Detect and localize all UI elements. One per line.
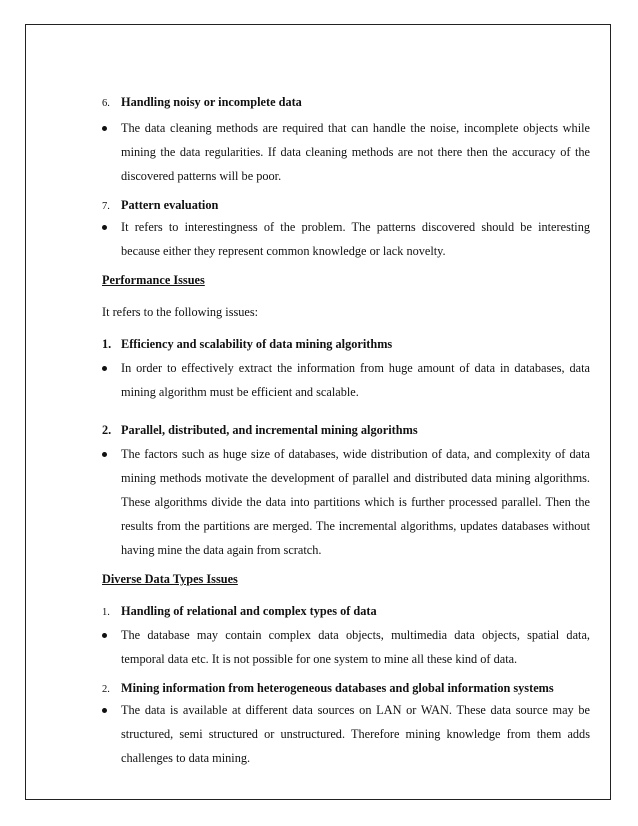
item-title: Pattern evaluation — [121, 198, 219, 212]
item-number: 1. — [102, 607, 110, 618]
bullet-text: The data cleaning methods are required that can handle the noise, incomplete objects while mining the data regularities. If data cleaning methods are not there then the accuracy of the discovered patterns will be poor. — [121, 121, 590, 183]
bullet-paragraph — [102, 623, 590, 671]
item-heading — [102, 337, 590, 352]
section-title-performance: Performance Issues — [102, 273, 205, 287]
bullet-text: In order to effectively extract the information from huge amount of data in databases, data mining algorithm must be efficient and scalable. — [121, 361, 590, 399]
bullet-paragraph — [102, 442, 590, 562]
item-heading — [102, 604, 590, 619]
item-title: Handling of relational and complex types of data — [121, 604, 377, 618]
item-title: Parallel, distributed, and incremental mining algorithms — [121, 423, 418, 437]
bullet-icon — [102, 452, 107, 457]
section-title-diverse: Diverse Data Types Issues — [102, 572, 238, 586]
page-frame — [25, 24, 611, 800]
item-heading — [102, 423, 590, 438]
item-title: Mining information from heterogeneous databases and global information systems — [121, 681, 554, 695]
item-number: 6. — [102, 98, 110, 109]
bullet-paragraph — [102, 698, 590, 770]
item-number: 1. — [102, 337, 112, 351]
item-heading — [102, 681, 590, 696]
item-heading — [102, 198, 590, 213]
intro-text: It refers to the following issues: — [102, 305, 259, 319]
item-title: Handling noisy or incomplete data — [121, 95, 302, 109]
bullet-icon — [102, 225, 107, 230]
bullet-icon — [102, 708, 107, 713]
item-title: Efficiency and scalability of data mining algorithms — [121, 337, 393, 351]
bullet-text: It refers to interestingness of the problem. The patterns discovered should be interesting because either they represent common knowledge or lack novelty. — [121, 220, 590, 258]
bullet-icon — [102, 366, 107, 371]
bullet-paragraph — [102, 356, 590, 404]
bullet-icon — [102, 126, 107, 131]
bullet-icon — [102, 633, 107, 638]
bullet-text: The factors such as huge size of databases, wide distribution of data, and complexity of data mining methods motivate the development of parallel and distributed data mining algorithms. These algorithms divide the data into partitions which is further processed parallel. Then the results from the partitions are merged. The incremental algorithms, updates databases without having mine the data again from scratch. — [121, 447, 590, 557]
item-number: 2. — [102, 423, 112, 437]
item-number: 7. — [102, 201, 110, 212]
bullet-text: The database may contain complex data objects, multimedia data objects, spatial data, temporal data etc. It is not possible for one system to mine all these kind of data. — [121, 628, 590, 666]
bullet-paragraph — [102, 215, 590, 263]
document-content — [102, 95, 590, 770]
item-heading — [102, 95, 590, 110]
item-number: 2. — [102, 684, 110, 695]
bullet-paragraph — [102, 116, 590, 188]
bullet-text: The data is available at different data sources on LAN or WAN. These data source may be structured, semi structured or unstructured. Therefore mining knowledge from them adds challenges to data mining. — [121, 703, 590, 765]
